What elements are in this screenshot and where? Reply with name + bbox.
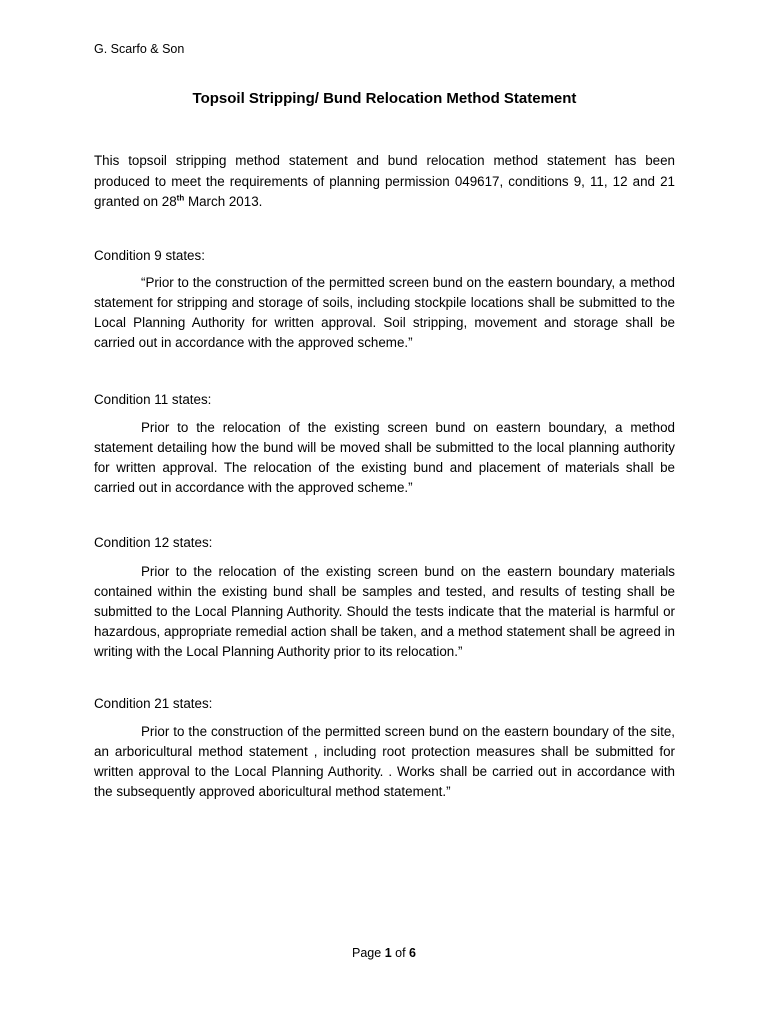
document-title: Topsoil Stripping/ Bund Relocation Method Statement — [192, 90, 577, 107]
condition-12-heading: Condition 12 states: — [94, 535, 213, 550]
condition-9-heading: Condition 9 states: — [94, 248, 205, 263]
current-page-number: 1 — [384, 946, 392, 960]
condition-21-text: Prior to the construction of the permitted screen bund on the eastern boundary of the site, an arboricultural method statement , including root protection measures shall be submitted for written approval to the Local Planning Authority. . Works shall be carried out in accordance with the subsequently approved aboricultural method statement.” — [94, 724, 675, 799]
page-word: Page — [352, 946, 382, 960]
condition-9-text: “Prior to the construction of the permitted screen bund on the eastern boundary, a method statement for stripping and storage of soils, including stockpile locations shall be submitted to the Local Planning Authority for written approval. Soil stripping, movement and storage shall be carried out in accordance with the approved scheme.” — [94, 275, 675, 350]
intro-paragraph — [94, 151, 675, 213]
total-pages-number: 6 — [409, 946, 416, 960]
intro-text-end: March 2013. — [184, 194, 263, 210]
condition-21-heading: Condition 21 states: — [94, 696, 213, 711]
of-word: of — [395, 946, 406, 960]
ordinal-suffix: th — [176, 193, 185, 203]
condition-11-heading: Condition 11 states: — [94, 392, 212, 407]
condition-12-text: Prior to the relocation of the existing screen bund on the eastern boundary materials contained within the existing bund shall be samples and tested, and results of testing shall be submitted to the Local Planning Authority. Should the tests indicate that the material is harmful or hazardous, appropriate remedial action shall be taken, and a method statement shall be agreed in writing with the Local Planning Authority prior to its relocation.” — [94, 564, 675, 659]
intro-text: This topsoil stripping method statement and bund relocation method statement has been produced to meet the requirements of planning permission 049617, conditions 9, 11, 12 and 21 granted on 28 — [94, 153, 675, 210]
page-footer — [0, 946, 768, 960]
condition-11-text: Prior to the relocation of the existing screen bund on eastern boundary, a method statement detailing how the bund will be moved shall be submitted to the local planning authority for written approval. The relocation of the existing bund and placement of materials shall be carried out in accordance with the approved scheme.” — [94, 420, 675, 495]
company-header: G. Scarfo & Son — [94, 42, 185, 56]
